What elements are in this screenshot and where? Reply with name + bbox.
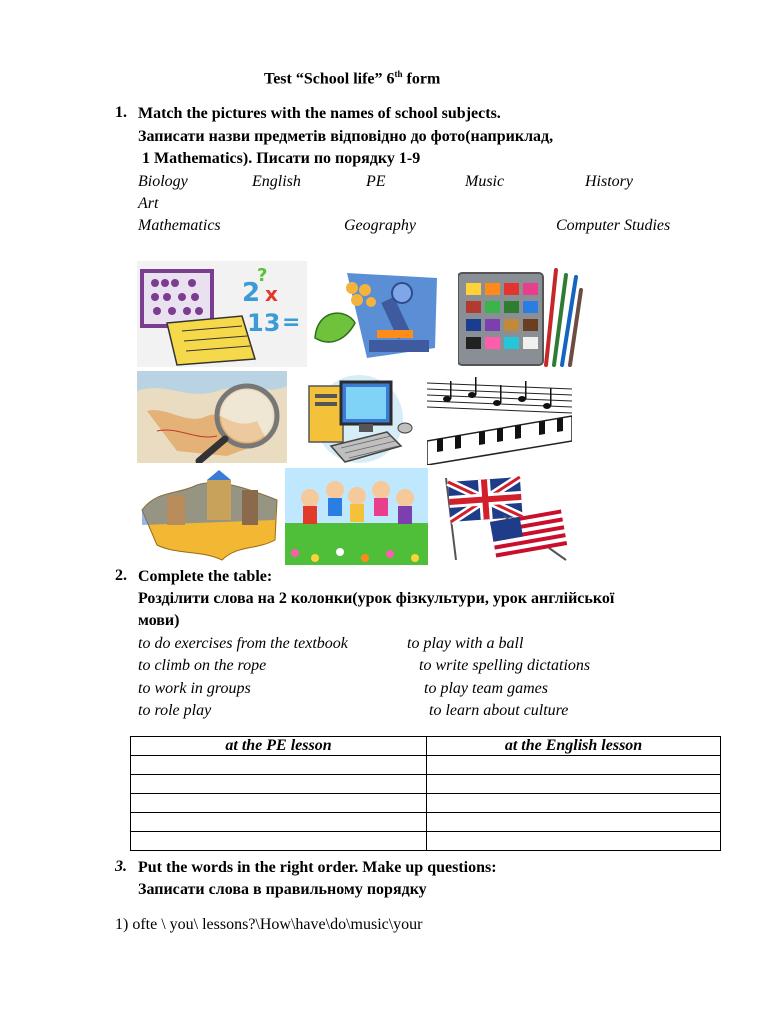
- phrase-left-3: to work in groups: [138, 680, 251, 697]
- table-header-pe: at the PE lesson: [131, 737, 427, 756]
- svg-text:?: ?: [257, 265, 268, 286]
- table-row: [131, 794, 721, 813]
- table-cell[interactable]: [131, 756, 427, 775]
- table-cell[interactable]: [131, 775, 427, 794]
- lesson-table: [130, 736, 721, 851]
- task1-ua-line1: Записати назви предметів відповідно до фото(наприклад,: [138, 128, 554, 145]
- subject-biology: Biology: [138, 173, 188, 190]
- table-cell[interactable]: [131, 794, 427, 813]
- svg-text:x: x: [265, 282, 278, 306]
- table-cell[interactable]: [131, 813, 427, 832]
- table-cell[interactable]: [427, 813, 721, 832]
- computer-studies-picture: [301, 374, 417, 464]
- subject-computer-studies: Computer Studies: [556, 217, 671, 234]
- subject-art: Art: [138, 195, 159, 212]
- subject-music: Music: [465, 173, 505, 190]
- subject-mathematics: Mathematics: [138, 217, 221, 234]
- table-row: [131, 813, 721, 832]
- task2-ua-line2: мови): [138, 612, 180, 629]
- table-header-english: at the English lesson: [427, 737, 721, 756]
- page-title: Test “School life” 6th form: [264, 69, 441, 88]
- task1-number: 1.: [115, 104, 127, 121]
- svg-text:=: =: [282, 310, 301, 335]
- table-row: [131, 775, 721, 794]
- svg-text:2: 2: [242, 278, 261, 308]
- task3-heading: Put the words in the right order. Make up questions:: [138, 859, 497, 876]
- table-cell[interactable]: [427, 756, 721, 775]
- art-picture: [458, 265, 583, 369]
- task3-number: 3.: [115, 858, 127, 875]
- subject-english: English: [252, 173, 301, 190]
- subject-pe: PE: [366, 173, 386, 190]
- table-cell[interactable]: [427, 775, 721, 794]
- english-picture: [444, 476, 570, 562]
- table-cell[interactable]: [427, 832, 721, 851]
- phrase-right-1: to play with a ball: [407, 635, 524, 652]
- table-row: [131, 756, 721, 775]
- phrase-left-1: to do exercises from the textbook: [138, 635, 348, 652]
- history-picture: [137, 470, 283, 566]
- biology-picture: [307, 268, 444, 364]
- task1-heading: Match the pictures with the names of school subjects.: [138, 105, 501, 122]
- task1-ua-line2: 1 Mathematics). Писати по порядку 1-9: [142, 150, 421, 167]
- task2-heading: Complete the table:: [138, 568, 273, 585]
- subject-geography: Geography: [344, 217, 416, 234]
- music-picture: [427, 371, 572, 465]
- table-cell[interactable]: [131, 832, 427, 851]
- pe-picture: [285, 468, 428, 565]
- phrase-right-4: to learn about culture: [429, 702, 569, 719]
- phrase-left-2: to climb on the rope: [138, 657, 267, 674]
- subject-history: History: [585, 173, 633, 190]
- task3-ua-line: Записати слова в правильному порядку: [138, 881, 427, 898]
- geography-picture: [137, 371, 287, 463]
- task3-question-1: 1) ofte \ you\ lessons?\How\have\do\music\your: [115, 916, 423, 933]
- task2-ua-line1: Розділити слова на 2 колонки(урок фізкультури, урок англійської: [138, 590, 615, 607]
- phrase-left-4: to role play: [138, 702, 212, 719]
- table-row: [131, 832, 721, 851]
- table-cell[interactable]: [427, 794, 721, 813]
- mathematics-picture: [137, 261, 307, 367]
- phrase-right-2: to write spelling dictations: [419, 657, 591, 674]
- phrase-right-3: to play team games: [424, 680, 548, 697]
- task2-number: 2.: [115, 567, 127, 584]
- svg-text:13: 13: [247, 309, 281, 337]
